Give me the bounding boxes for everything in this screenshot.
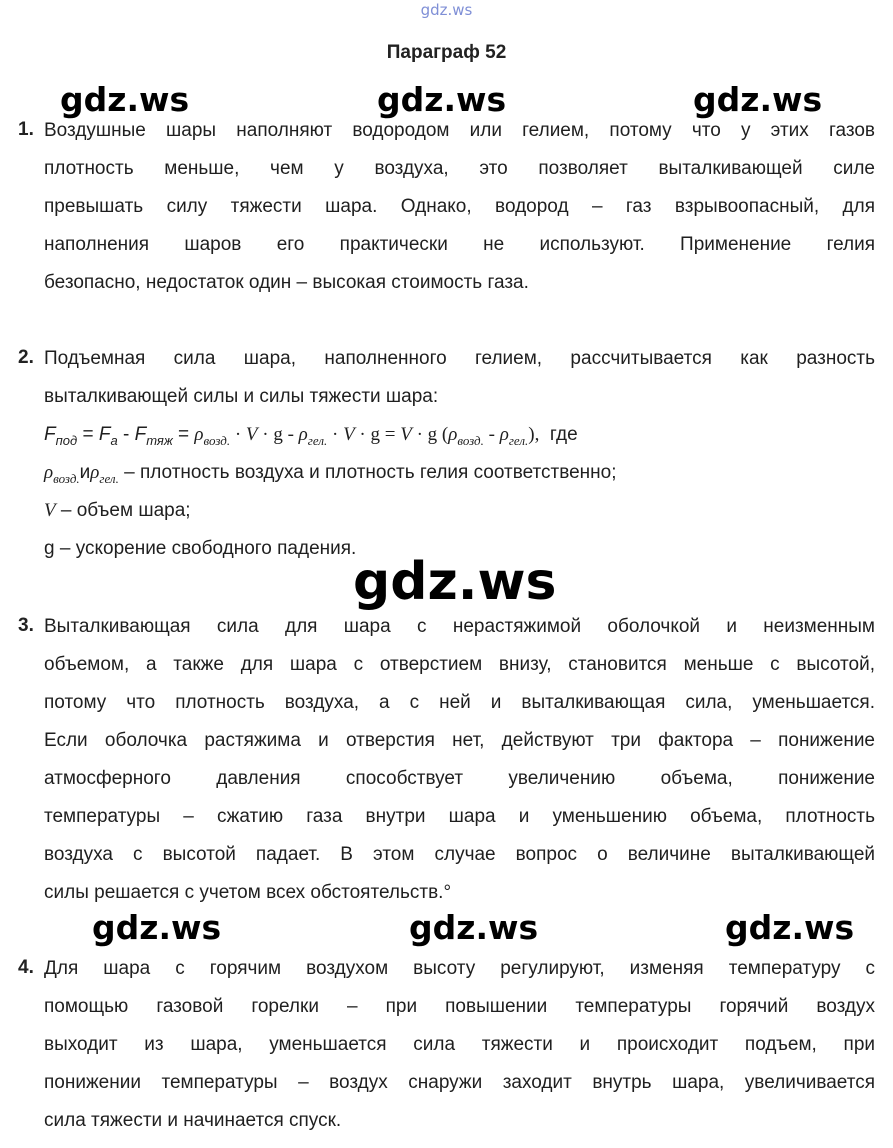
formula-symbol: V [44,500,56,521]
formula-symbol: F [134,424,147,445]
formula-subscript: возд. [457,432,484,448]
formula-symbol: g [370,424,380,445]
formula-operator: - [282,424,299,445]
watermark: gdz.ws [353,552,557,612]
paragraph-line: g – ускорение свободного падения. [44,538,357,559]
paragraph-line: Для шара с горячим воздухом высоту регулируют, изменяя температуру с [44,958,875,979]
paragraph-line: наполнения шаров его практически не используют. Применение гелия [44,234,875,255]
conjunction: и [79,462,91,483]
formula-symbol: ρ [448,424,458,445]
formula-symbol: g [273,424,283,445]
item-number: 2. [18,347,34,368]
paragraph-line: потому что плотность воздуха, а с ней и выталкивающая сила, уменьшается. [44,692,875,713]
formula-operator: = [77,424,99,445]
formula-subscript: возд. [203,432,231,448]
formula-symbol: F [44,424,56,445]
paragraph-line: помощью газовой горелки – при повышении температуры горячий воздух [44,996,875,1017]
formula-subscript: гел. [508,432,529,448]
formula-operator: - [117,424,135,445]
formula-paren: ) [528,424,535,445]
paragraph-line: выталкивающей силы и силы тяжести шара: [44,386,439,407]
formula-punctuation: , [534,424,540,445]
item-number: 1. [18,119,34,140]
paragraph-line: Если оболочка растяжима и отверстия нет, действуют три фактора – понижение [44,730,875,751]
formula-where: где [549,424,578,445]
lift-force-formula [44,423,875,453]
paragraph-line: атмосферного давления способствует увеличению объема, понижение [44,768,875,789]
formula-symbol: ρ [499,424,509,445]
formula-operator: · [327,424,344,445]
paragraph-line: плотность меньше, чем у воздуха, это позволяет выталкивающей силе [44,158,875,179]
paragraph-line: Выталкивающая сила для шара с нерастяжимой оболочкой и неизменным [44,616,875,637]
watermark: gdz.ws [725,908,855,947]
rho-definition-line [44,461,875,491]
formula-subscript: a [110,432,118,448]
formula-subscript: тяж [146,432,173,448]
formula-operator: - [483,424,500,445]
formula-symbol: V [400,424,412,445]
paragraph-line: выходит из шара, уменьшается сила тяжести и происходит подъем, при [44,1034,875,1055]
definition-text: – плотность воздуха и плотность гелия соответственно; [118,462,617,483]
formula-subscript: гел. [99,470,119,486]
formula-operator: · [354,424,371,445]
formula-subscript: возд. [53,470,80,486]
formula-operator: = [172,424,195,445]
formula-operator: · [230,424,246,445]
formula-symbol: ρ [194,424,204,445]
formula-subscript: гел. [307,432,328,448]
watermark: gdz.ws [377,80,507,119]
paragraph-line: безопасно, недостаток один – высокая стоимость газа. [44,272,529,293]
formula-operator: · [411,424,428,445]
formula-symbol: F [98,424,111,445]
formula-subscript: под [55,432,78,448]
paragraph-line: Подъемная сила шара, наполненного гелием, рассчитывается как разность [44,348,875,369]
paragraph-line: превышать силу тяжести шара. Однако, водород – газ взрывоопасный, для [44,196,875,217]
formula-symbol: ρ [298,424,308,445]
paragraph-line: воздуха с высотой падает. В этом случае вопрос о величине выталкивающей [44,844,875,865]
paragraph-line: Воздушные шары наполняют водородом или гелием, потому что у этих газов [44,120,875,141]
formula-symbol: ρ [44,462,54,483]
formula-paren: ( [441,424,449,445]
paragraph-line: температуры – сжатию газа внутри шара и уменьшению объема, плотность [44,806,875,827]
paragraph-line: объемом, а также для шара с отверстием внизу, становится меньше с высотой, [44,654,875,675]
definition-text: – объем шара; [55,500,191,521]
watermark: gdz.ws [693,80,823,119]
formula-symbol: V [343,424,355,445]
formula-symbol: ρ [90,462,100,483]
formula-symbol: g [427,424,438,445]
page-title: Параграф 52 [386,42,507,63]
watermark: gdz.ws [409,908,539,947]
item-number: 4. [18,957,34,978]
formula-operator: = [380,424,401,445]
volume-definition-line [44,499,875,523]
item-number: 3. [18,615,34,636]
formula-operator: · [257,424,274,445]
watermark: gdz.ws [92,908,222,947]
watermark: gdz.ws [60,80,190,119]
paragraph-line: сила тяжести и начинается спуск. [44,1110,342,1131]
paragraph-line: понижении температуры – воздух снаружи заходит внутрь шара, увеличивается [44,1072,875,1093]
formula-symbol: V [245,424,258,445]
site-header-link[interactable]: gdz.ws [420,1,473,19]
paragraph-line: силы решается с учетом всех обстоятельств.° [44,882,452,903]
